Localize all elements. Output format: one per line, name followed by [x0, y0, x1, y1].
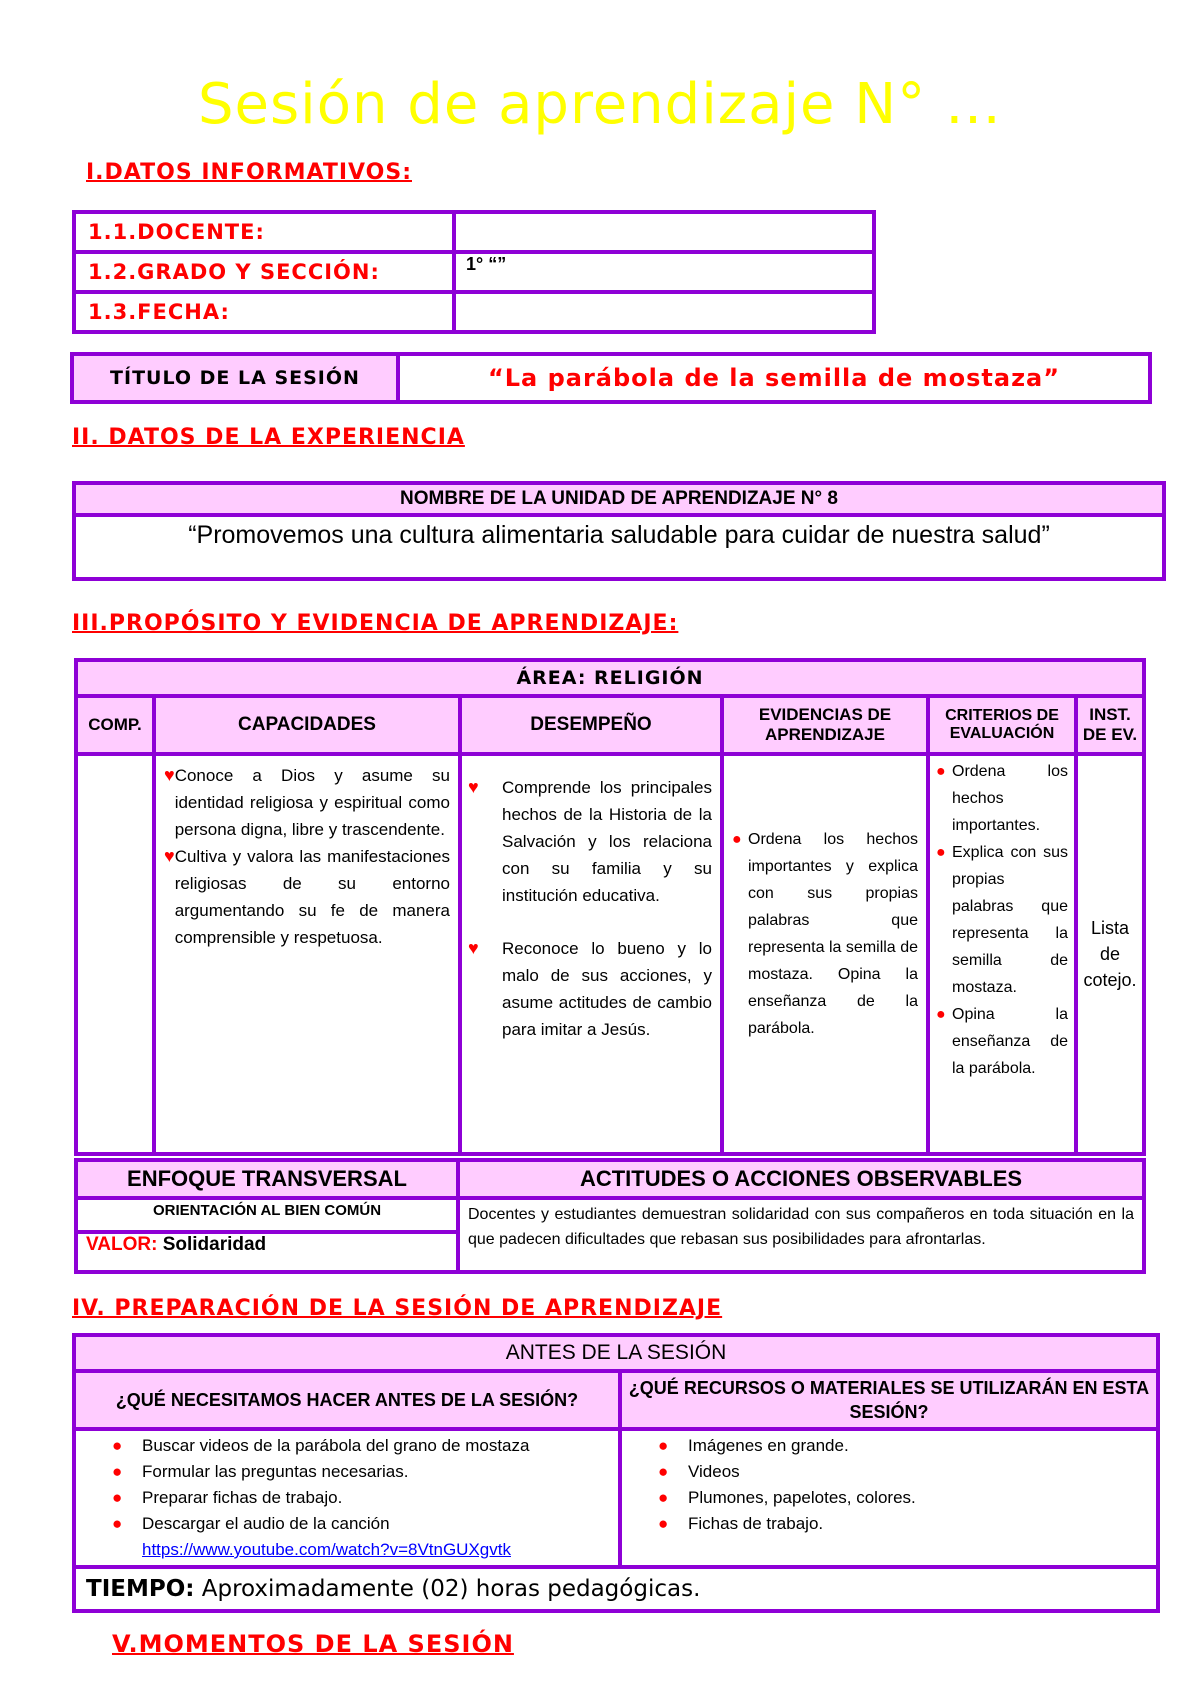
capacidades-header: CAPACIDADES	[154, 696, 460, 754]
competencia-cell	[76, 754, 154, 1154]
section-heading-experiencia: II. DATOS DE LA EXPERIENCIA	[72, 425, 465, 450]
actitudes-header: ACTITUDES O ACCIONES OBSERVABLES	[458, 1160, 1144, 1198]
unidad-header: NOMBRE DE LA UNIDAD DE APRENDIZAJE N° 8	[74, 483, 1164, 515]
unidad-table	[72, 481, 1166, 581]
section-heading-datos-informativos: I.DATOS INFORMATIVOS:	[86, 160, 412, 185]
titulo-sesion-label: TÍTULO DE LA SESIÓN	[72, 354, 398, 402]
enfoque-header: ENFOQUE TRANSVERSAL	[76, 1160, 458, 1198]
valor-label: VALOR:	[86, 1234, 158, 1255]
desempeno-item: ♥ Reconoce lo bueno y lo malo de sus acciones, y asume actitudes de cambio para imitar a Jesús.	[468, 938, 712, 1039]
grado-label: 1.2.GRADO Y SECCIÓN:	[74, 252, 454, 292]
area-header: ÁREA: RELIGIÓN	[76, 660, 1144, 696]
proposito-table	[74, 658, 1146, 1156]
criterios-header: CRITERIOS DE EVALUACIÓN	[928, 696, 1076, 754]
fecha-value	[454, 292, 874, 332]
recurso-item: ● Plumones, papelotes, colores.	[658, 1488, 916, 1507]
capacidades-cell	[154, 754, 460, 1154]
antes-header: ANTES DE LA SESIÓN	[74, 1335, 1158, 1371]
criterio-item: ● Ordena los hechos importantes.	[936, 763, 1068, 834]
capacidad-item: ♥ Conoce a Dios y asume su identidad religiosa y espiritual como persona digna, libre y trascendente.	[164, 765, 450, 839]
capacidad-item: ♥ Cultiva y valora las manifestaciones religiosas de su entorno argumentando su fe de manera comprensible y respetuosa.	[164, 846, 450, 947]
titulo-sesion-value: “La parábola de la semilla de mostaza”	[398, 354, 1150, 402]
tiempo-value: Aproximadamente (02) horas pedagógicas.	[201, 1576, 701, 1602]
preparacion-table	[72, 1333, 1160, 1613]
acciones-header: ¿QUÉ NECESITAMOS HACER ANTES DE LA SESIÓN?	[74, 1371, 620, 1429]
tiempo-cell	[74, 1567, 1158, 1611]
valor-cell	[76, 1232, 458, 1272]
recurso-item: ● Fichas de trabajo.	[658, 1514, 824, 1533]
section-heading-momentos: V.MOMENTOS DE LA SESIÓN	[112, 1630, 514, 1658]
criterio-item: ● Explica con sus propias palabras que representa la semilla de mostaza.	[936, 844, 1068, 996]
desempeno-cell	[460, 754, 722, 1154]
recurso-item: ● Videos	[658, 1462, 740, 1481]
inst-header: INST. DE EV.	[1076, 696, 1144, 754]
section-heading-preparacion: IV. PREPARACIÓN DE LA SESIÓN DE APRENDIZAJE	[72, 1296, 723, 1321]
instrumento-cell: Lista de cotejo.	[1076, 754, 1144, 1154]
docente-label: 1.1.DOCENTE:	[74, 212, 454, 252]
song-link[interactable]: https://www.youtube.com/watch?v=8VtnGUXgvtk	[142, 1540, 511, 1559]
fecha-label: 1.3.FECHA:	[74, 292, 454, 332]
criterios-cell	[928, 754, 1076, 1154]
enfoque-table	[74, 1158, 1146, 1274]
accion-item: ● Preparar fichas de trabajo.	[112, 1488, 343, 1507]
recurso-item: ● Imágenes en grande.	[658, 1436, 849, 1455]
desempeno-item: ♥ Comprende los principales hechos de la Historia de la Salvación y los relaciona con su familia y su institución educativa.	[468, 777, 712, 905]
comp-header: COMP.	[76, 696, 154, 754]
evidencias-header: EVIDENCIAS DE APRENDIZAJE	[722, 696, 928, 754]
enfoque-value: ORIENTACIÓN AL BIEN COMÚN	[76, 1198, 458, 1232]
unidad-name: “Promovemos una cultura alimentaria saludable para cuidar de nuestra salud”	[74, 515, 1164, 579]
docente-value	[454, 212, 874, 252]
valor-value: Solidaridad	[162, 1234, 267, 1255]
recursos-cell	[620, 1429, 1158, 1567]
section-heading-proposito: III.PROPÓSITO Y EVIDENCIA DE APRENDIZAJE:	[72, 611, 679, 636]
page-title: Sesión de aprendizaje N° …	[197, 72, 1002, 137]
accion-item: ● Buscar videos de la parábola del grano de mostaza	[112, 1436, 530, 1455]
accion-item: ● Formular las preguntas necesarias.	[112, 1462, 409, 1481]
evidencias-cell	[722, 754, 928, 1154]
accion-item: ● Descargar el audio de la canción https://www.youtube.com/watch?v=8VtnGUXgvtk	[112, 1514, 511, 1559]
grado-value: 1° “”	[454, 252, 874, 292]
datos-informativos-table	[72, 210, 876, 334]
desempeno-header: DESEMPEÑO	[460, 696, 722, 754]
actitudes-value: Docentes y estudiantes demuestran solidaridad con sus compañeros en toda situación en la que padecen dificultades que rebasan sus posibilidades para afrontarlas.	[458, 1198, 1144, 1272]
tiempo-label: TIEMPO:	[86, 1576, 195, 1602]
criterio-item: ● Opina la enseñanza de la parábola.	[936, 1006, 1068, 1077]
titulo-sesion-table	[70, 352, 1152, 404]
recursos-header: ¿QUÉ RECURSOS O MATERIALES SE UTILIZARÁN EN ESTA SESIÓN?	[620, 1371, 1158, 1429]
evidencia-item: ● Ordena los hechos importantes y explica con sus propias palabras que representa la semilla de mostaza. Opina la enseñanza de la parábola.	[732, 831, 918, 1037]
acciones-cell	[74, 1429, 620, 1567]
